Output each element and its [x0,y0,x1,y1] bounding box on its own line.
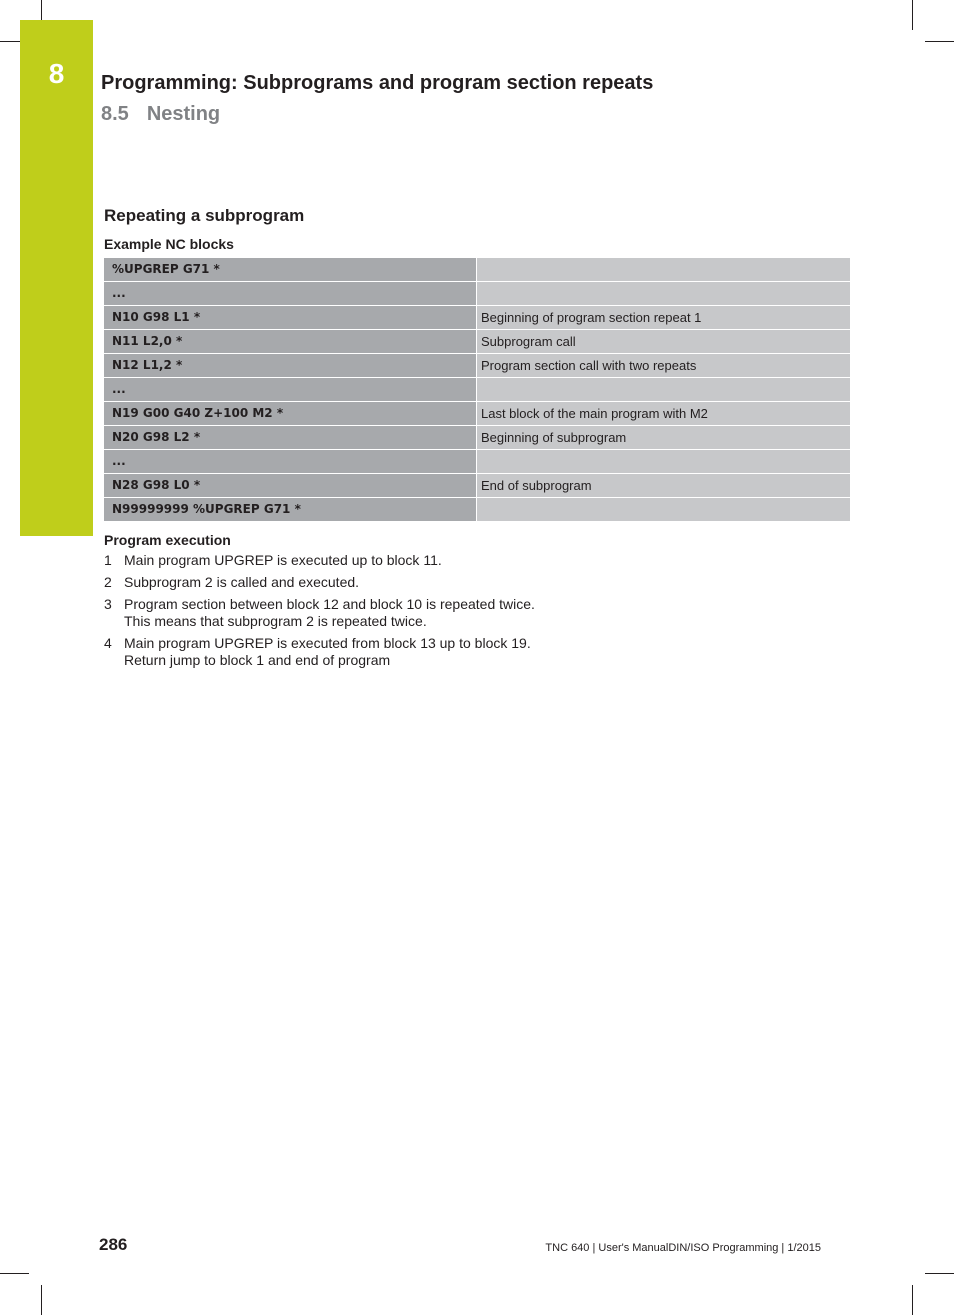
example-label: Example NC blocks [104,236,234,252]
crop-mark [41,1285,42,1315]
list-item [104,635,544,669]
list-item-number: 3 [104,596,112,612]
crop-mark [925,41,954,42]
nc-code-cell: %UPGREP G71 * [104,258,476,281]
table-row [104,450,850,473]
list-item [104,596,544,630]
nc-description-cell: End of subprogram [477,474,850,497]
nc-description-cell: Last block of the main program with M2 [477,402,850,425]
table-row [104,402,850,425]
execution-steps-list [104,552,544,674]
table-row [104,498,850,521]
execution-title: Program execution [104,532,231,548]
nc-description-cell: Subprogram call [477,330,850,353]
crop-mark [912,0,913,30]
list-item-number: 2 [104,574,112,590]
nc-code-cell: ... [104,378,476,401]
crop-mark [912,1285,913,1315]
crop-mark [925,1273,954,1274]
table-row [104,474,850,497]
nc-description-cell: Program section call with two repeats [477,354,850,377]
list-item [104,552,544,569]
nc-description-cell [477,450,850,473]
subsection-heading: Repeating a subprogram [104,206,305,225]
nc-code-cell: N10 G98 L1 * [104,306,476,329]
chapter-number: 8 [48,58,65,89]
nc-code-cell: N19 G00 G40 Z+100 M2 * [104,402,476,425]
nc-description-cell: Beginning of subprogram [477,426,850,449]
table-row [104,282,850,305]
table-row [104,378,850,401]
nc-blocks-table [104,258,850,522]
table-row [104,330,850,353]
nc-code-cell: ... [104,282,476,305]
section-title: Nesting [146,103,221,125]
nc-description-cell [477,258,850,281]
crop-mark [0,41,20,42]
nc-description-cell [477,378,850,401]
chapter-sidebar [20,20,93,536]
nc-code-cell: N20 G98 L2 * [104,426,476,449]
list-item-text: Program section between block 12 and block 10 is repeated twice. This means that subprogram 2 is repeated twice. [124,596,535,629]
list-item-number: 4 [104,635,112,651]
list-item-text: Main program UPGREP is executed up to block 11. [124,552,442,568]
crop-mark [41,0,42,20]
nc-code-cell: N28 G98 L0 * [104,474,476,497]
page-number: 286 [99,1235,128,1254]
nc-code-cell: N12 L1,2 * [104,354,476,377]
section-heading [101,103,220,126]
list-item-number: 1 [104,552,112,568]
table-row [104,258,850,281]
list-item-text: Subprogram 2 is called and executed. [124,574,360,590]
table-row [104,426,850,449]
section-number: 8.5 [101,103,129,125]
list-item-text: Main program UPGREP is executed from block 13 up to block 19. Return jump to block 1 and end of program [124,635,531,668]
nc-code-cell: N99999999 %UPGREP G71 * [104,498,476,521]
list-item [104,574,544,591]
nc-description-cell [477,498,850,521]
nc-code-cell: ... [104,450,476,473]
table-row [104,354,850,377]
footer-doc-info: TNC 640 | User's ManualDIN/ISO Programming | 1/2015 [545,1242,821,1254]
crop-mark [0,1273,29,1274]
chapter-title: Programming: Subprograms and program section repeats [101,72,654,94]
nc-description-cell: Beginning of program section repeat 1 [477,306,850,329]
nc-description-cell [477,282,850,305]
nc-code-cell: N11 L2,0 * [104,330,476,353]
table-row [104,306,850,329]
